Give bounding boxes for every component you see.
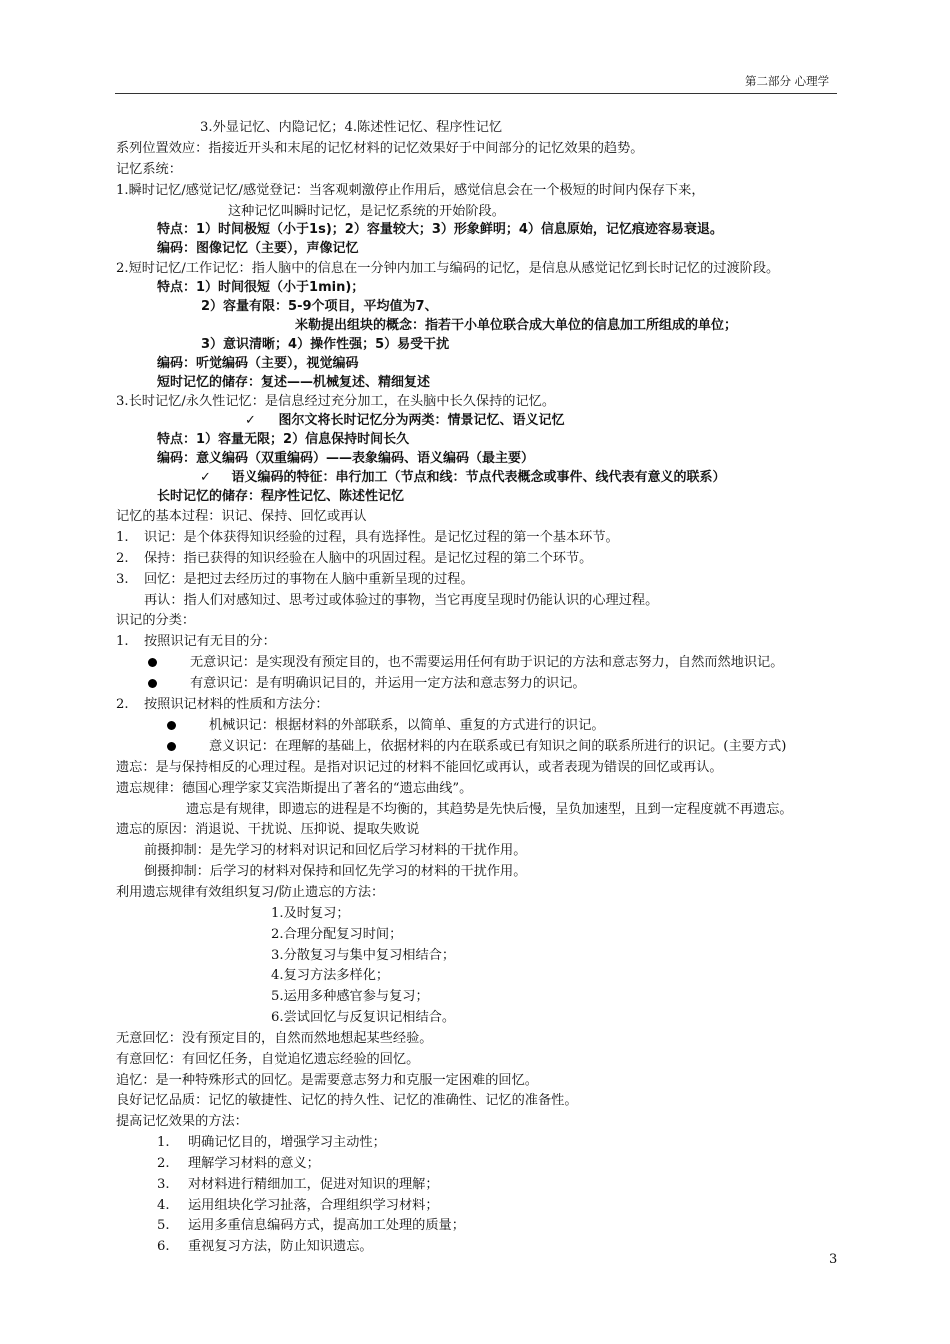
check-item [200, 469, 725, 487]
bullet-item [148, 654, 783, 672]
text-line: 遗忘的原因：消退说、干扰说、压抑说、提取失败说 [116, 822, 420, 837]
text-line: 编码：图像记忆（主要），声像记忆 [157, 241, 359, 256]
list-number: 1. [116, 530, 129, 545]
text-line: 特点：1）时间很短（小于1min)； [157, 280, 365, 295]
check-item-text: 语义编码的特征：串行加工（节点和线：节点代表概念或事件、线代表有意义的联系） [231, 470, 726, 485]
list-item [116, 550, 592, 568]
text-line: 有意回忆：有回忆任务，自觉追忆遗忘经验的回忆。 [116, 1052, 420, 1067]
text-line: 前摄抑制：是先学习的材料对识记和回忆后学习材料的干扰作用。 [144, 843, 527, 858]
text-line: 遗忘规律：德国心理学家艾宾浩斯提出了著名的“遗忘曲线”。 [116, 781, 473, 796]
list-item [116, 696, 329, 714]
list-number: 1. [157, 1135, 170, 1150]
text-line: 倒摄抑制：后学习的材料对保持和回忆先学习的材料的干扰作用。 [144, 864, 527, 879]
bullet-icon [148, 679, 157, 688]
check-icon: ✓ [245, 413, 256, 428]
list-text: 运用多重信息编码方式，提高加工处理的质量； [188, 1218, 465, 1233]
list-item [116, 529, 619, 547]
text-line: 遗忘：是与保持相反的心理过程。是指对识记过的材料不能回忆或再认，或者表现为错误的回忆或再认。 [116, 760, 723, 775]
text-line: 1.瞬时记忆/感觉记忆/感觉登记：当客观刺激停止作用后，感觉信息会在一个极短的时间内保存下来， [116, 183, 705, 198]
list-number: 4. [157, 1198, 170, 1213]
text-line: 无意回忆：没有预定目的，自然而然地想起某些经验。 [116, 1031, 433, 1046]
text-line: 这种记忆叫瞬时记忆，是记忆系统的开始阶段。 [228, 204, 505, 219]
list-text: 理解学习材料的意义； [188, 1156, 320, 1171]
bullet-text: 机械识记：根据材料的外部联系，以简单、重复的方式进行的识记。 [209, 718, 605, 733]
text-line: 再认：指人们对感知过、思考过或体验过的事物，当它再度呈现时仍能认识的心理过程。 [144, 593, 659, 608]
section-heading: 提高记忆效果的方法： [116, 1114, 248, 1129]
text-line: 2.短时记忆/工作记忆：指人脑中的信息在一分钟内加工与编码的记忆，是信息从感觉记忆到长时记忆的过渡阶段。 [116, 261, 780, 276]
section-heading: 识记的分类： [116, 613, 196, 628]
list-number: 2. [157, 1156, 170, 1171]
list-item: 4.复习方法多样化； [271, 968, 390, 983]
text-line: 特点：1）时间极短（小于1s)；2）容量较大；3）形象鲜明；4）信息原始，记忆痕迹容易衰退。 [157, 222, 723, 237]
list-item [157, 1217, 465, 1235]
list-number: 5. [157, 1218, 170, 1233]
list-number: 1. [116, 634, 129, 649]
text-line: 米勒提出组块的概念：指若干小单位联合成大单位的信息加工所组成的单位； [295, 318, 738, 333]
list-number: 2. [116, 697, 129, 712]
list-text: 对材料进行精细加工，促进对知识的理解； [188, 1177, 439, 1192]
list-number: 3. [157, 1177, 170, 1192]
list-item [157, 1134, 386, 1152]
list-number: 3. [116, 572, 129, 587]
list-item [157, 1176, 439, 1194]
bullet-icon [167, 742, 176, 751]
running-header: 第二部分 心理学 [745, 74, 830, 88]
list-item [157, 1238, 373, 1256]
list-text: 回忆：是把过去经历过的事物在人脑中重新呈现的过程。 [144, 572, 474, 587]
bullet-item [148, 675, 586, 693]
check-item-text: 图尔文将长时记忆分为两类：情景记忆、语义记忆 [278, 413, 565, 428]
list-text: 明确记忆目的，增强学习主动性； [188, 1135, 386, 1150]
text-line: 3.外显记忆、内隐记忆；4.陈述性记忆、程序性记忆 [200, 120, 503, 135]
list-text: 按照识记材料的性质和方法分： [144, 697, 329, 712]
list-number: 6. [157, 1239, 170, 1254]
text-line: 编码：意义编码（双重编码）——表象编码、语义编码（最主要） [157, 451, 535, 466]
check-item [245, 412, 564, 430]
list-item: 3.分散复习与集中复习相结合； [271, 948, 456, 963]
text-line: 2）容量有限：5-9个项目，平均值为7、 [201, 299, 438, 314]
list-text: 识记：是个体获得知识经验的过程，具有选择性。是记忆过程的第一个基本环节。 [144, 530, 619, 545]
section-heading: 利用遗忘规律有效组织复习/防止遗忘的方法： [116, 885, 385, 900]
bullet-icon [167, 721, 176, 730]
section-heading: 记忆系统： [116, 162, 182, 177]
list-number: 2. [116, 551, 129, 566]
text-line: 短时记忆的储存：复述——机械复述、精细复述 [157, 375, 431, 390]
check-icon: ✓ [200, 470, 211, 485]
list-item [116, 633, 276, 651]
list-item: 2.合理分配复习时间； [271, 927, 403, 942]
list-text: 按照识记有无目的分： [144, 634, 276, 649]
list-item: 5.运用多种感官参与复习； [271, 989, 429, 1004]
list-item: 1.及时复习； [271, 906, 350, 921]
bullet-item [167, 717, 605, 735]
section-heading: 记忆的基本过程：识记、保持、回忆或再认 [116, 509, 367, 524]
page-number: 3 [829, 1252, 838, 1267]
list-item [157, 1155, 320, 1173]
list-text: 重视复习方法，防止知识遗忘。 [188, 1239, 373, 1254]
bullet-icon [148, 658, 157, 667]
text-line: 3.长时记忆/永久性记忆：是信息经过充分加工，在头脑中长久保持的记忆。 [116, 394, 556, 409]
header-rule [115, 93, 837, 94]
text-line: 特点：1）容量无限；2）信息保持时间长久 [157, 432, 410, 447]
bullet-text: 意义识记：在理解的基础上，依据材料的内在联系或已有知识之间的联系所进行的识记。(主要方式) [209, 739, 787, 754]
text-line: 良好记忆品质：记忆的敏捷性、记忆的持久性、记忆的准确性、记忆的准备性。 [116, 1093, 578, 1108]
list-item: 6.尝试回忆与反复识记相结合。 [271, 1010, 456, 1025]
text-line: 遗忘是有规律，即遗忘的进程是不均衡的，其趋势是先快后慢，呈负加速型，且到一定程度就不再遗忘。 [186, 802, 793, 817]
text-line: 长时记忆的储存：程序性记忆、陈述性记忆 [157, 489, 405, 504]
list-item [116, 571, 474, 589]
text-line: 追忆：是一种特殊形式的回忆。是需要意志努力和克服一定困难的回忆。 [116, 1073, 538, 1088]
text-line: 编码：听觉编码（主要），视觉编码 [157, 356, 359, 371]
bullet-text: 有意识记：是有明确识记目的，并运用一定方法和意志努力的识记。 [190, 676, 586, 691]
text-line: 3）意识清晰；4）操作性强；5）易受干扰 [201, 337, 450, 352]
list-item [157, 1197, 439, 1215]
bullet-item [167, 738, 786, 756]
text-line: 系列位置效应：指接近开头和末尾的记忆材料的记忆效果好于中间部分的记忆效果的趋势。 [116, 141, 644, 156]
list-text: 保持：指已获得的知识经验在人脑中的巩固过程。是记忆过程的第二个环节。 [144, 551, 593, 566]
bullet-text: 无意识记：是实现没有预定目的，也不需要运用任何有助于识记的方法和意志努力，自然而然地识记。 [190, 655, 784, 670]
list-text: 运用组块化学习扯落，合理组织学习材料； [188, 1198, 439, 1213]
